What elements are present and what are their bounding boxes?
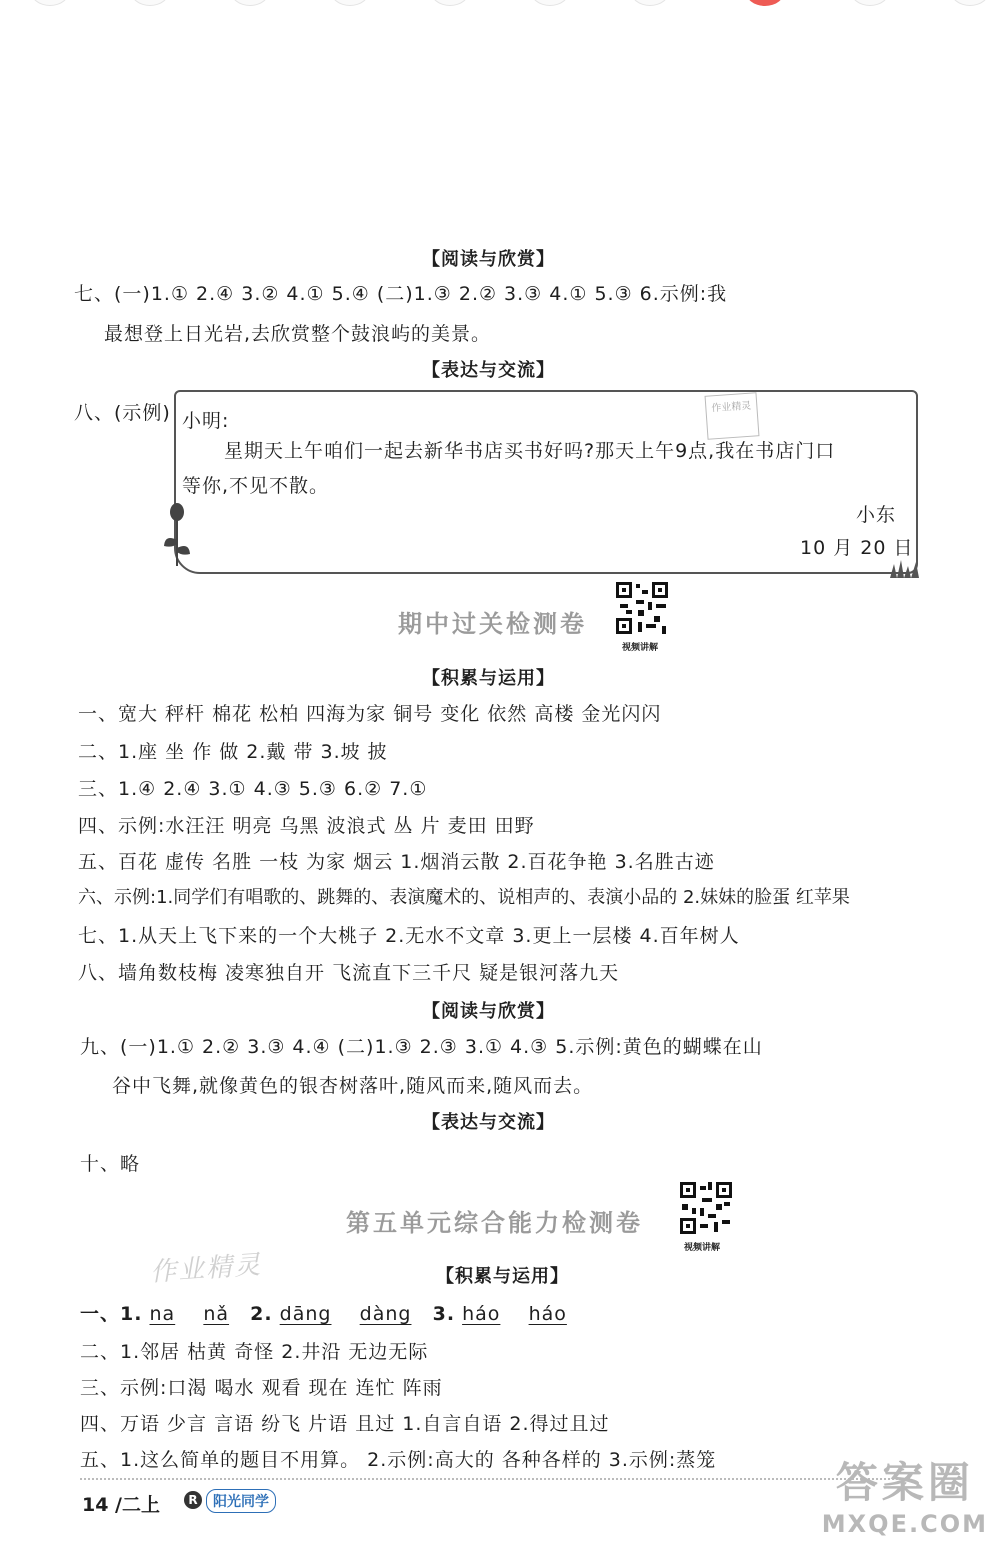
answer-line-q7-cont: 最想登上日光岩,去欣赏整个鼓浪屿的美景。 [104, 323, 492, 345]
answer-line: 三、示例:口渴 喝水 观看 现在 连忙 阵雨 [80, 1377, 443, 1399]
watermark-url: MXQE.COM [821, 1510, 988, 1538]
answer-line-q9-cont: 谷中飞舞,就像黄色的银杏树落叶,随风而来,随风而去。 [112, 1075, 594, 1097]
page-title-unit5: 第五单元综合能力检测卷 [346, 1209, 643, 1237]
answer-line: 二、1.邻居 枯黄 奇怪 2.井沿 无边无际 [80, 1341, 429, 1363]
answer-line: 五、百花 虚传 名胜 一枝 为家 烟云 1.烟消云散 2.百花争艳 3.名胜古迹 [78, 851, 715, 873]
section-heading-reading: 【阅读与欣赏】 [422, 249, 555, 270]
tab-circle[interactable] [430, 0, 470, 6]
answer-line: 一、宽大 秤杆 棉花 松柏 四海为家 铜号 变化 依然 高楼 金光闪闪 [78, 703, 662, 725]
qr-code-icon[interactable] [614, 580, 670, 636]
tab-circle-active[interactable] [745, 0, 785, 6]
pinyin-answer: háo [528, 1303, 567, 1325]
letter-body: 星期天上午咱们一起去新华书店买书好吗?那天上午9点,我在书店门口 [224, 440, 836, 462]
brand-logo: 阳光同学 [206, 1489, 276, 1513]
answer-line-q1 [80, 1299, 567, 1326]
grass-icon [888, 558, 922, 578]
answer-line-q9: 九、(一)1.① 2.② 3.③ 4.④ (二)1.③ 2.③ 3.① 4.③ 5.示例:黄色的蝴蝶在山 [80, 1036, 763, 1058]
pinyin-answer: na [149, 1303, 176, 1325]
tab-circle[interactable] [130, 0, 170, 6]
letter-body-cont: 等你,不见不散。 [182, 475, 330, 497]
answer-number: 一、1. [80, 1303, 143, 1325]
letter-date: 10 月 20 日 [800, 537, 914, 559]
tab-circle[interactable] [630, 0, 670, 6]
answer-line: 二、1.座 坐 作 做 2.戴 带 3.坡 披 [78, 741, 388, 763]
answer-line: 七、1.从天上飞下来的一个大桃子 2.无水不文章 3.更上一层楼 4.百年树人 [78, 925, 740, 947]
browser-tab-strip [0, 0, 1000, 8]
tab-circle[interactable] [950, 0, 990, 6]
answer-line: 八、墙角数枝梅 凌寒独自开 飞流直下三千尺 疑是银河落九天 [78, 962, 620, 984]
pinyin-answer: dàng [359, 1303, 412, 1325]
letter-greeting: 小明: [182, 410, 230, 432]
pinyin-answer: dāng [279, 1303, 332, 1325]
tab-circle[interactable] [850, 0, 890, 6]
footer-divider [80, 1478, 910, 1480]
answer-line: 四、示例:水汪汪 明亮 乌黑 波浪式 丛 片 麦田 田野 [78, 815, 535, 837]
answer-line: 五、1.这么简单的题目不用算。 2.示例:高大的 各种各样的 3.示例:蒸笼 [80, 1449, 717, 1471]
stamp-watermark: 作业精灵 [149, 1250, 264, 1288]
small-stamp: 作业精灵 [705, 392, 760, 440]
letter-box [174, 390, 918, 574]
answer-number: 3. [432, 1303, 456, 1325]
tab-circle[interactable] [330, 0, 370, 6]
tab-circle[interactable] [530, 0, 570, 6]
watermark-logo: 答案圈 [835, 1458, 974, 1507]
section-heading-reading: 【阅读与欣赏】 [422, 1001, 555, 1022]
page-number: 14 /二上 [82, 1494, 160, 1516]
qr-caption: 视频讲解 [622, 643, 659, 653]
answer-line-q10: 十、略 [80, 1153, 141, 1175]
pinyin-answer: háo [462, 1303, 501, 1325]
answer-number: 2. [250, 1303, 273, 1325]
section-heading-expression: 【表达与交流】 [422, 360, 555, 381]
section-heading-accumulation: 【积累与运用】 [436, 1266, 569, 1287]
qr-code-icon[interactable] [678, 1180, 734, 1236]
section-heading-accumulation: 【积累与运用】 [422, 668, 555, 689]
answer-line-q7: 七、(一)1.① 2.④ 3.② 4.① 5.④ (二)1.③ 2.② 3.③ 4.① 5.③ 6.示例:我 [74, 283, 728, 305]
tab-circle[interactable] [230, 0, 270, 6]
letter-signature: 小东 [856, 504, 897, 526]
tab-circle[interactable] [30, 0, 70, 6]
answer-line: 三、1.④ 2.④ 3.① 4.③ 5.③ 6.② 7.① [78, 778, 428, 800]
answer-line: 四、万语 少言 言语 纷飞 片语 且过 1.自言自语 2.得过且过 [80, 1413, 610, 1435]
page-title-midterm: 期中过关检测卷 [398, 610, 587, 638]
answer-label-q8: 八、(示例) [74, 402, 171, 424]
pinyin-answer: nǎ [203, 1303, 230, 1325]
section-heading-expression: 【表达与交流】 [422, 1112, 555, 1133]
answer-line: 六、示例:1.同学们有唱歌的、跳舞的、表演魔术的、说相声的、表演小品的 2.妹妹的脸蛋 红苹果 [78, 887, 850, 908]
qr-caption: 视频讲解 [684, 1243, 721, 1253]
edition-badge: R [184, 1491, 202, 1509]
watermark [822, 1450, 988, 1538]
flower-icon [162, 502, 192, 568]
